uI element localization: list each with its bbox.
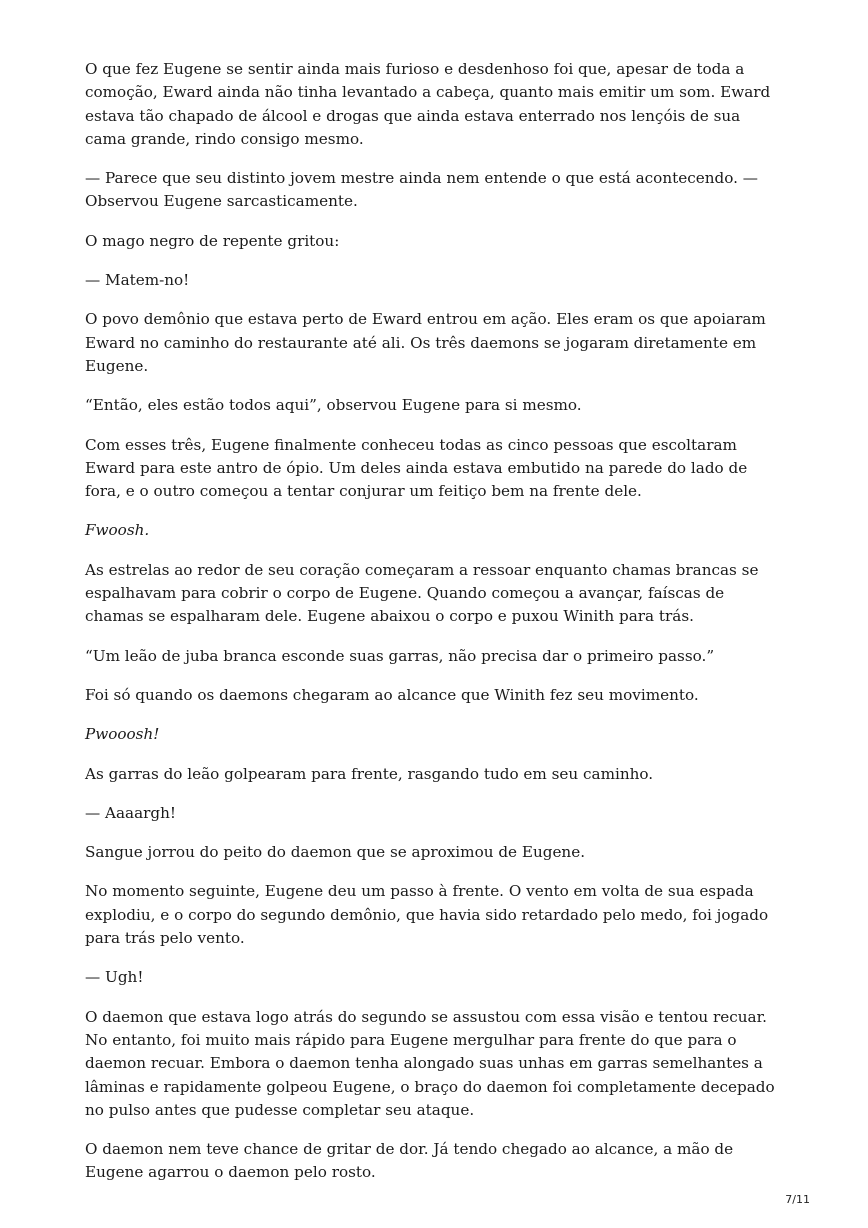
page-number: 7/11 <box>785 1193 810 1206</box>
paragraph: Foi só quando os daemons chegaram ao alcance que Winith fez seu movimento. <box>85 685 699 704</box>
paragraph: Com esses três, Eugene finalmente conheceu todas as cinco pessoas que escoltaram Eward para este antro de ópio. Um deles ainda estava embutido na parede do lado de fora, e o outro começou a tentar conjurar um feitiço bem na frente dele. <box>85 435 748 501</box>
sound-effect-paragraph: Fwoosh. <box>85 521 150 540</box>
paragraph: — Ugh! <box>85 968 144 987</box>
paragraph: As garras do leão golpearam para frente, rasgando tudo em seu caminho. <box>85 764 654 783</box>
paragraph: O daemon nem teve chance de gritar de dor. Já tendo chegado ao alcance, a mão de Eugene agarrou o daemon pelo rosto. <box>85 1140 734 1182</box>
paragraph: “Então, eles estão todos aqui”, observou Eugene para si mesmo. <box>85 396 582 415</box>
paragraph: Sangue jorrou do peito do daemon que se aproximou de Eugene. <box>85 843 586 862</box>
paragraph: O daemon que estava logo atrás do segundo se assustou com essa visão e tentou recuar. No entanto, foi muito mais rápido para Eugene mergulhar para frente do que para o daemon recuar. Embora o daemon tenha alongado suas unhas em garras semelhantes a lâminas e rapidamente golpeou Eugene, o braço do daemon foi completamente decepado no pulso antes que pudesse completar seu ataque. <box>85 1007 775 1119</box>
paragraph: — Matem-no! <box>85 271 190 290</box>
paragraph: O mago negro de repente gritou: <box>85 231 340 250</box>
paragraph: No momento seguinte, Eugene deu um passo à frente. O vento em volta de sua espada explodiu, e o corpo do segundo demônio, que havia sido retardado pelo medo, foi jogado para trás pelo vento. <box>85 882 769 948</box>
paragraph: — Aaaargh! <box>85 803 177 822</box>
paragraph: As estrelas ao redor de seu coração começaram a ressoar enquanto chamas brancas se espalhavam para cobrir o corpo de Eugene. Quando começou a avançar, faíscas de chamas se espalharam dele. Eugene abaixou o corpo e puxou Winith para trás. <box>85 560 759 626</box>
sound-effect-paragraph: Pwooosh! <box>85 725 160 744</box>
paragraph: O que fez Eugene se sentir ainda mais furioso e desdenhoso foi que, apesar de toda a comoção, Eward ainda não tinha levantado a cabeça, quanto mais emitir um som. Eward estava tão chapado de álcool e drogas que ainda estava enterrado nos lençóis de sua cama grande, rindo consigo mesmo. <box>85 60 771 148</box>
paragraph: — Parece que seu distinto jovem mestre ainda nem entende o que está acontecendo. — Observou Eugene sarcasticamente. <box>85 169 758 211</box>
paragraph: O povo demônio que estava perto de Eward entrou em ação. Eles eram os que apoiaram Eward no caminho do restaurante até ali. Os três daemons se jogaram diretamente em Eugene. <box>85 310 766 375</box>
paragraph: “Um leão de juba branca esconde suas garras, não precisa dar o primeiro passo.” <box>85 646 715 665</box>
document-body <box>85 58 785 1201</box>
